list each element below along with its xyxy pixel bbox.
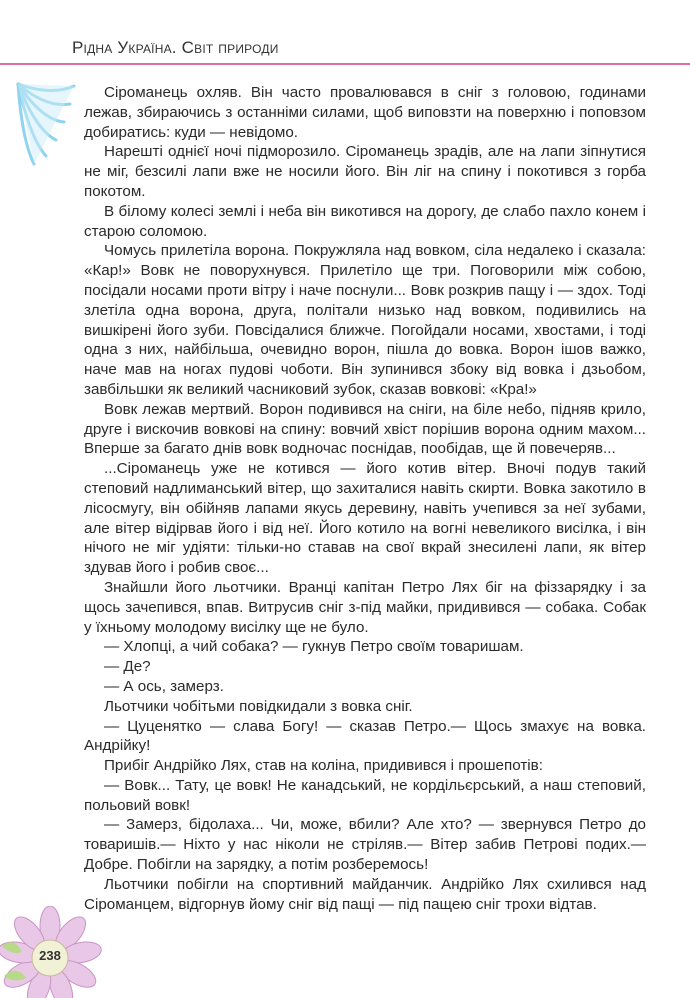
paragraph: Вовк лежав мертвий. Ворон подивився на сніги, на біле небо, підняв крило, друге і вискочив вовкові на спину: вовчий хвіст порішив ворона одним махом... Вперше за багато днів вовк водночас поснідав, пообідав, ще й повечеряв... (84, 400, 646, 458)
body-text (84, 83, 646, 914)
header-rule (0, 63, 690, 65)
fan-decoration-icon (12, 78, 80, 168)
paragraph: Прибіг Андрійко Лях, став на коліна, придивився і прошепотів: (104, 757, 543, 775)
dialogue-line: — Цуценятко — слава Богу! — сказав Петро.— Щось змахує на вовка. Андрійку! (84, 717, 646, 755)
dialogue-line: — Хлопці, а чий собака? — гукнув Петро своїм товаришам. (104, 638, 524, 656)
paragraph: Чомусь прилетіла ворона. Покружляла над вовком, сіла недалеко і сказала: «Кар!» Вовк не поворухнувся. Прилетіло ще три. Поговорили між собою, посідали носами проти вітру і наче поснули... Вовк розкрив пащу і — здох. Тоді злетіла одна ворона, друга, політали низько над вовком, подивились на вишкірені його зуби. Повсідалися ближче. Погойдали носами, хвостами, і тоді одна з них, найбільша, очевидно ворон, пішла до вовка. Ворон ішов важко, наче мав на ногах пудові чоботи. Він зупинився збоку від вовка і дзьобом, завбільшки як великий часниковий зубок, сказав вовкові: «Кра!» (84, 242, 646, 398)
paragraph: Сіроманець охляв. Він часто провалювався в сніг з головою, годинами лежав, збираючись з останніми силами, щоб виповзти на поверхню і поповзом добиратись: куди — невідомо. (84, 84, 646, 141)
dialogue-line: — А ось, замерз. (104, 677, 224, 695)
paragraph: ...Сіроманець уже не котився — його котив вітер. Вночі подув такий степовий надлиманський вітер, що захиталися навіть скирти. Вовка закотило в лісосмугу, він обійняв лапами якусь деревину, навіть учепився за неї зубами, але вітер відірвав його і від неї. Його котило на вогні невеликого висілка, і він нічого не міг удіяти: тільки-но ставав на свої вкрай знесилені лапи, як вітер здував його і робив своє... (84, 460, 646, 577)
paragraph: Нарешті однієї ночі підморозило. Сіроманець зрадів, але на лапи зіпнутися не міг, безсилі лапи вже не носили його. Він ліг на спину і покотився з горба покотом. (84, 143, 646, 200)
dialogue-line: — Замерз, бідолаха... Чи, може, вбили? Але хто? — звернувся Петро до товаришів.— Ніхто у нас ніколи не стріляв.— Вітер забив Петрові подих.— Добре. Побігли на зарядку, а потім розберемось! (84, 816, 646, 874)
paragraph: Знайшли його льотчики. Вранці капітан Петро Лях біг на фіззарядку і за щось зачепився, впав. Витрусив сніг з-під майки, придивився — собака. Собак у їхньому молодому висілку ще не було. (84, 578, 646, 636)
paragraph: Льотчики чобітьми повідкидали з вовка сніг. (104, 697, 413, 715)
dialogue-line: — Вовк... Тату, це вовк! Не канадський, не кордільєрський, а наш степовий, польовий вовк! (84, 776, 646, 814)
dialogue-line: — Де? (104, 658, 151, 676)
paragraph: В білому колесі землі і неба він викотився на дорогу, де слабо пахло конем і старою соломою. (84, 202, 646, 240)
page-header: Рідна Україна. Світ природи (72, 38, 279, 57)
paragraph: Льотчики побігли на спортивний майданчик. Андрійко Лях схилився над Сіроманцем, відгорнув йому сніг від пащі — під пащею сніг трохи відтав. (84, 875, 646, 913)
page-number: 238 (39, 948, 61, 963)
